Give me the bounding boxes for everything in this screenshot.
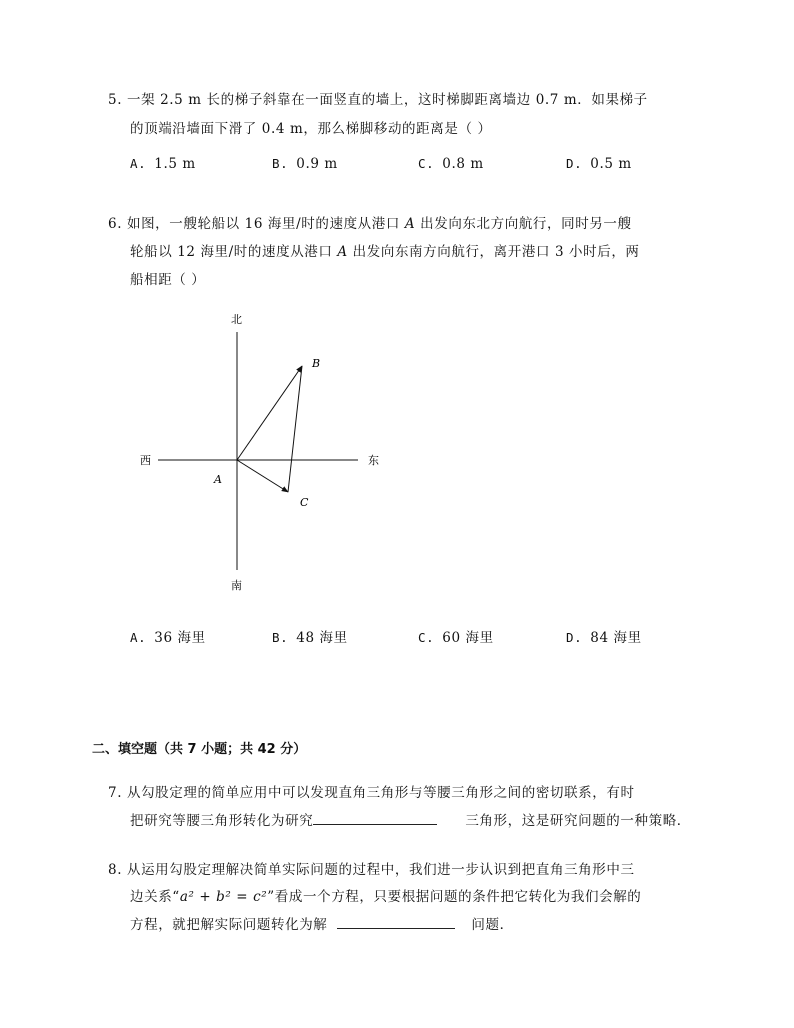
label-point-b: B (312, 357, 321, 370)
q5-stem-line2: 的顶端沿墙面下滑了 0.4 m，那么梯脚移动的距离是（ ） (130, 121, 492, 137)
q7-stem-line1: 7. 从勾股定理的简单应用中可以发现直角三角形与等腰三角形之间的密切联系，有时 (108, 785, 635, 801)
label-south: 南 (231, 579, 242, 592)
segment-bc (288, 366, 302, 492)
q5-choices (130, 156, 690, 176)
q6-stem-line3: 船相距（ ） (130, 272, 206, 288)
q6-choice-a[interactable]: A. 36 海里 (130, 630, 206, 646)
q6-choice-b[interactable]: B. 48 海里 (272, 630, 348, 646)
q5-choice-c[interactable]: C. 0.8 m (418, 156, 484, 172)
label-point-c: C (300, 496, 309, 509)
label-east: 东 (368, 454, 379, 467)
q6-var-a-2: A (337, 244, 348, 260)
vector-ab (237, 366, 302, 460)
q6-var-a: A (404, 216, 416, 232)
q6-stem-line1: 6. 如图，一艘轮船以 16 海里/时的速度从港口 A 出发向东北方向航行，同时另一艘 (108, 216, 632, 232)
q7-stem-line2: 把研究等腰三角形转化为研究 三角形，这是研究问题的一种策略． (130, 809, 691, 829)
q8-stem-line1: 8. 从运用勾股定理解决简单实际问题的过程中，我们进一步认识到把直角三角形中三 (108, 862, 635, 878)
label-point-a: A (214, 473, 222, 486)
q8-answer-blank[interactable] (337, 914, 455, 929)
q8-stem-line3: 方程，就把解实际问题转化为解 问题． (130, 913, 514, 933)
q6-choice-c[interactable]: C. 60 海里 (418, 630, 494, 646)
label-west: 西 (140, 454, 151, 467)
q8-stem-line2: 边关系“a² + b² = c²”看成一个方程，只要根据问题的条件把它转化为我们会解的 (130, 889, 642, 905)
q5-choice-a[interactable]: A. 1.5 m (130, 156, 196, 172)
vector-ac (237, 460, 288, 492)
q5-stem-line1: 5. 一架 2.5 m 长的梯子斜靠在一面竖直的墙上，这时梯脚距离墙边 0.7 m．如果梯子 (108, 92, 648, 108)
q7-answer-blank[interactable] (313, 810, 437, 825)
q6-choices (130, 626, 690, 646)
q8-formula: a² + b² = c² (179, 889, 268, 905)
q6-compass-figure (130, 305, 390, 600)
q6-choice-d[interactable]: D. 84 海里 (566, 630, 642, 646)
q5-choice-d[interactable]: D. 0.5 m (566, 156, 632, 172)
label-north: 北 (231, 313, 242, 326)
q5-choice-b[interactable]: B. 0.9 m (272, 156, 338, 172)
q6-stem-line2: 轮船以 12 海里/时的速度从港口 A 出发向东南方向航行，离开港口 3 小时后，两 (130, 244, 640, 260)
section-fill-in-blank-title: 二、填空题（共 7 小题；共 42 分） (92, 742, 307, 757)
